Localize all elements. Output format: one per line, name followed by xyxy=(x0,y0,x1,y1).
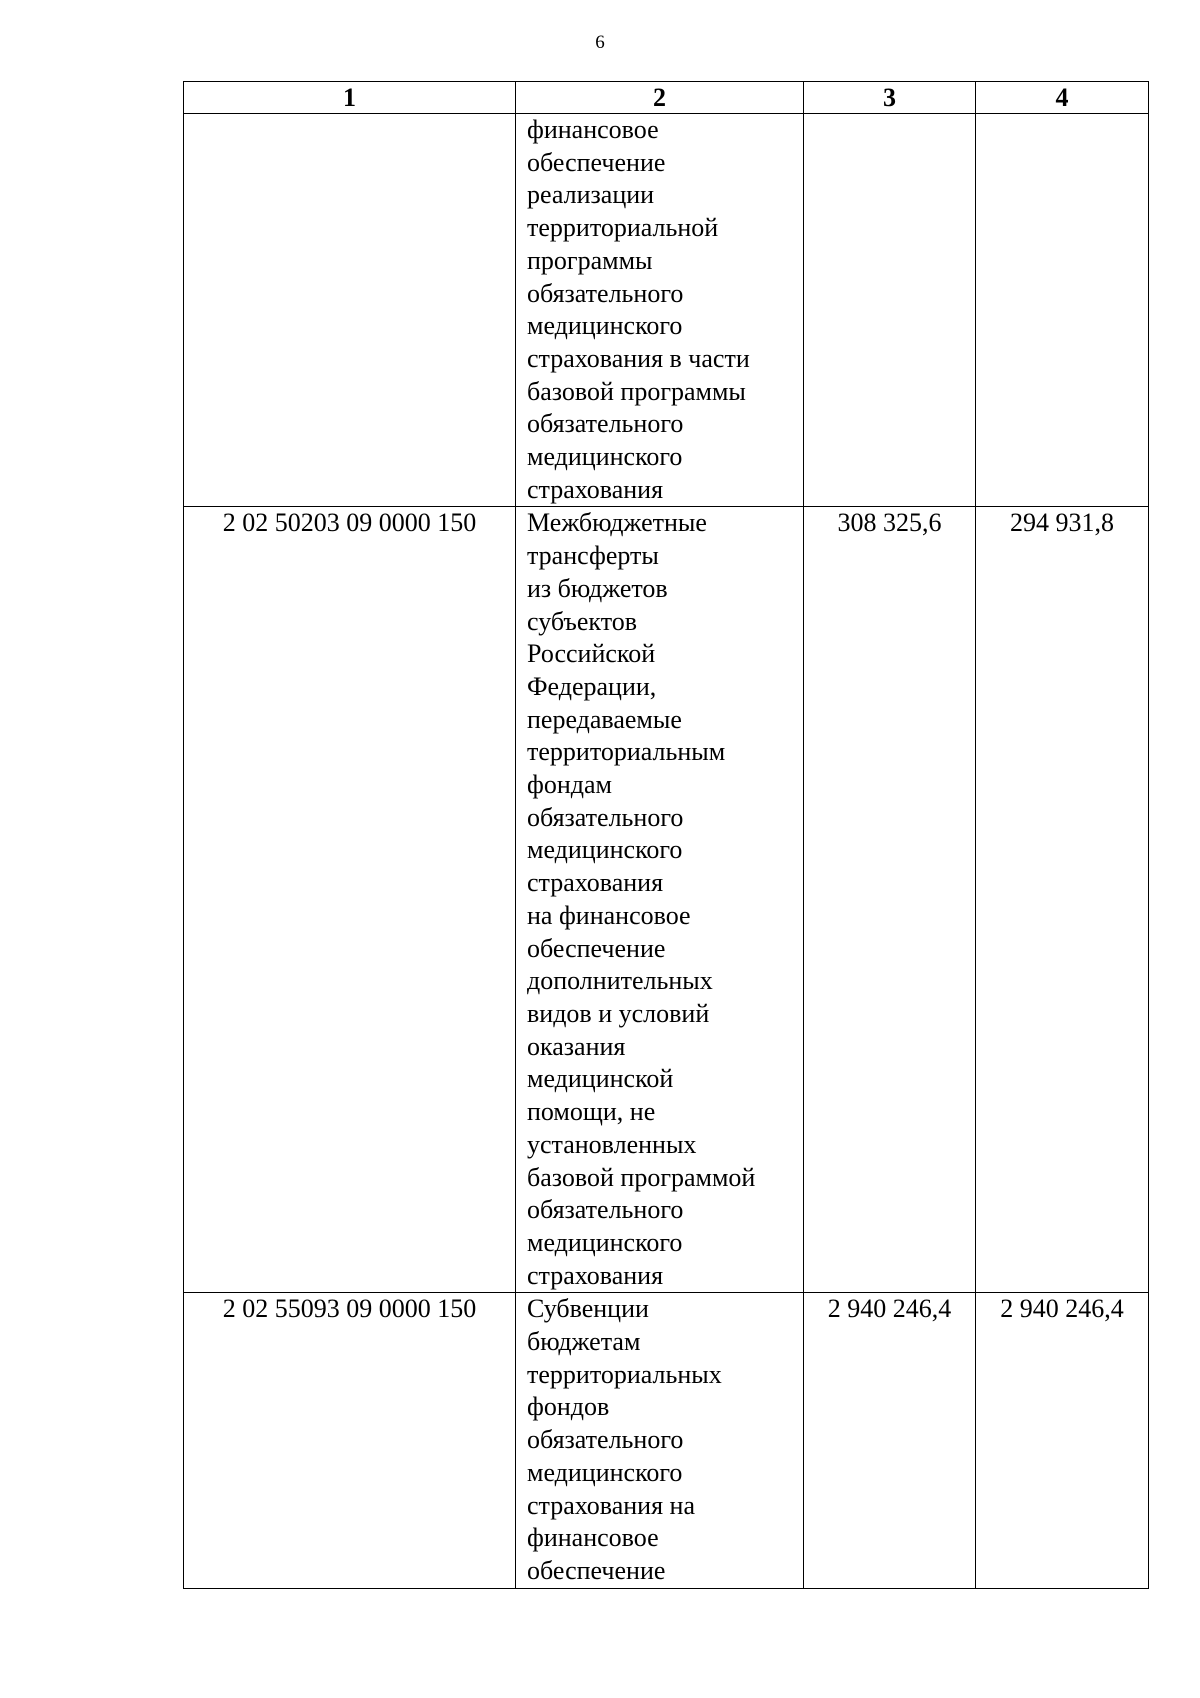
description-cell xyxy=(516,1293,804,1588)
description-line: медицинской xyxy=(527,1064,674,1094)
description-line: оказания xyxy=(527,1031,626,1061)
table-row xyxy=(184,1293,1149,1588)
description-line: медицинского xyxy=(527,442,683,472)
description-line: Межбюджетные xyxy=(527,508,707,538)
description-line: медицинского xyxy=(527,311,683,341)
description-line: бюджетам xyxy=(527,1327,641,1357)
description-line: на финансовое xyxy=(527,900,691,930)
description-line: из бюджетов xyxy=(527,573,668,603)
amount-col4-cell xyxy=(976,114,1149,507)
description-line: реализации xyxy=(527,180,655,210)
amount-col3-cell xyxy=(804,114,976,507)
description-line: обеспечение xyxy=(527,933,666,963)
description-line: фондов xyxy=(527,1392,610,1422)
description-line: территориальным xyxy=(527,737,726,767)
table-row xyxy=(184,507,1149,1293)
description-line: базовой программой xyxy=(527,1162,756,1192)
description-line: медицинского xyxy=(527,1457,683,1487)
description-line: обеспечение xyxy=(527,147,666,177)
description-line: установленных xyxy=(527,1129,697,1159)
description-line: обязательного xyxy=(527,802,684,832)
amount-col4-cell: 294 931,8 xyxy=(976,507,1149,1293)
income-code-cell xyxy=(184,114,516,507)
column-header-3: 3 xyxy=(804,82,976,114)
description-line: Российской xyxy=(527,639,656,669)
description-line: Субвенции xyxy=(527,1294,649,1324)
description-cell xyxy=(516,114,804,507)
description-line: финансовое xyxy=(527,1523,659,1553)
description-line: территориальной xyxy=(527,213,719,243)
description-line: страхования на xyxy=(527,1490,695,1520)
description-line: дополнительных xyxy=(527,966,713,996)
table-body xyxy=(184,114,1149,1589)
description-line: страхования xyxy=(527,868,664,898)
description-line: обязательного xyxy=(527,1425,684,1455)
description-line: территориальных xyxy=(527,1359,722,1389)
description-cell xyxy=(516,507,804,1293)
description-line: фондам xyxy=(527,770,612,800)
income-code-cell: 2 02 55093 09 0000 150 xyxy=(184,1293,516,1588)
column-header-4: 4 xyxy=(976,82,1149,114)
description-line: медицинского xyxy=(527,1227,683,1257)
description-line: страхования в части xyxy=(527,343,750,373)
table-header-row xyxy=(184,82,1149,114)
description-line: видов и условий xyxy=(527,998,710,1028)
description-line: медицинского xyxy=(527,835,683,865)
description-line: Федерации, xyxy=(527,671,657,701)
description-line: финансовое xyxy=(527,115,659,144)
budget-table xyxy=(183,81,1149,1589)
column-header-1: 1 xyxy=(184,82,516,114)
description-line: обязательного xyxy=(527,409,684,439)
amount-col4-cell: 2 940 246,4 xyxy=(976,1293,1149,1588)
description-line: базовой программы xyxy=(527,376,746,406)
description-line: трансферты xyxy=(527,541,659,571)
amount-col3-cell: 2 940 246,4 xyxy=(804,1293,976,1588)
description-line: субъектов xyxy=(527,606,638,636)
description-line: обязательного xyxy=(527,1195,684,1225)
table-row xyxy=(184,114,1149,507)
description-line: страхования xyxy=(527,474,664,504)
amount-col3-cell: 308 325,6 xyxy=(804,507,976,1293)
description-line: помощи, не xyxy=(527,1097,656,1127)
description-line: страхования xyxy=(527,1260,664,1290)
column-header-2: 2 xyxy=(516,82,804,114)
description-line: передаваемые xyxy=(527,704,682,734)
page-number: 6 xyxy=(595,32,605,53)
description-line: обеспечение xyxy=(527,1555,666,1585)
description-line: программы xyxy=(527,245,653,275)
income-code-cell: 2 02 50203 09 0000 150 xyxy=(184,507,516,1293)
description-line: обязательного xyxy=(527,278,684,308)
